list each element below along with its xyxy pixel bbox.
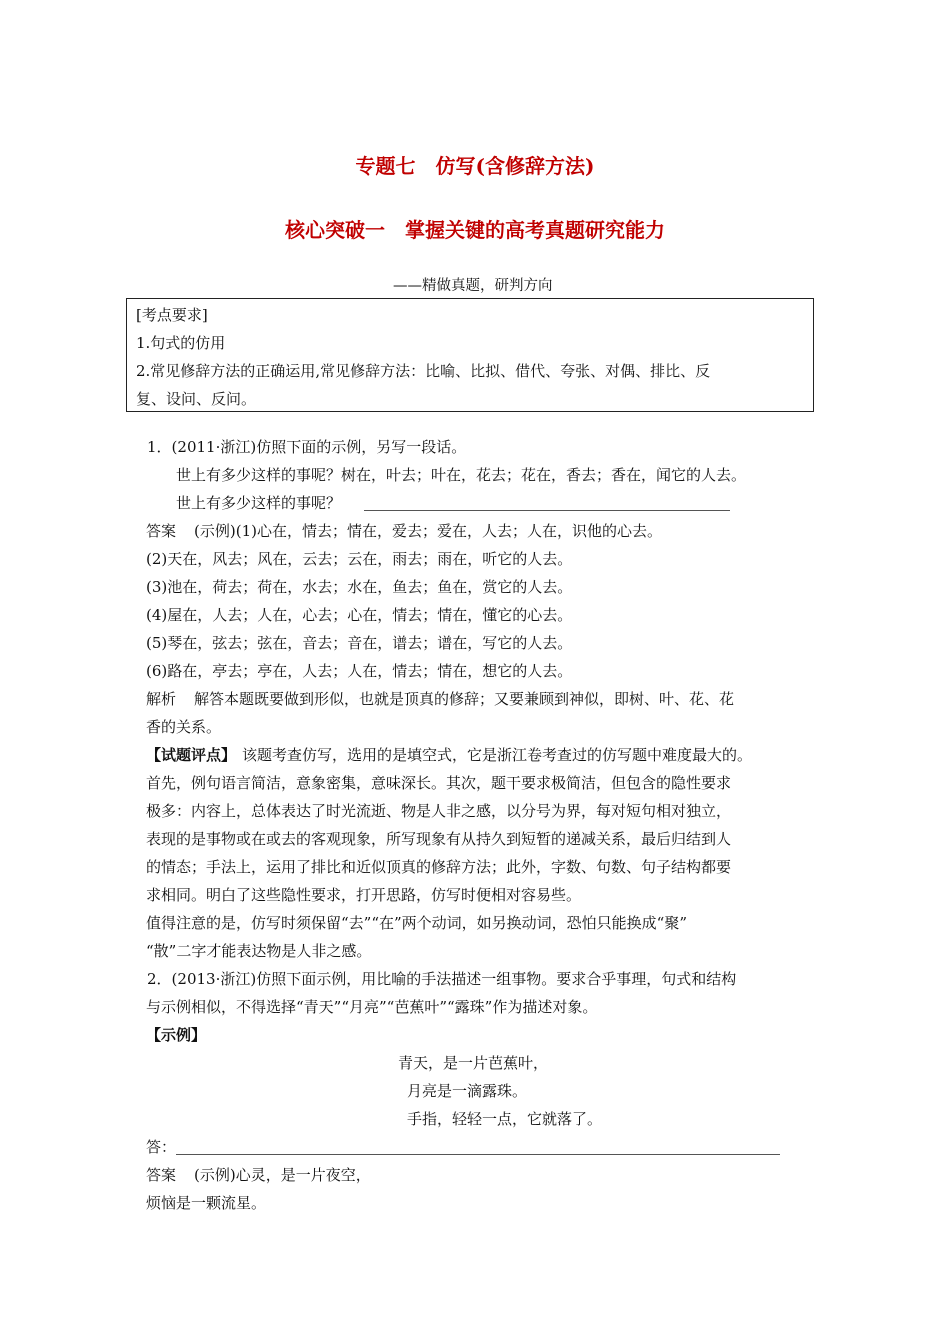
- answer-label: 答案: [146, 522, 177, 540]
- q2-poem-line: 手指，轻轻一点，它就落了。: [407, 1110, 603, 1128]
- tagline: ——精做真题，研判方向: [393, 278, 553, 294]
- q1-note-cont: “散”二字才能表达物是人非之感。: [146, 942, 372, 960]
- q1-answer-blank[interactable]: [364, 510, 730, 511]
- q2-answer: [146, 1164, 371, 1185]
- section-heading: 核心突破一 掌握关键的高考真题研究能力: [285, 218, 665, 242]
- q2-answer-prefix: 答：: [146, 1138, 177, 1156]
- q1-prompt: 1．(2011·浙江)仿照下面的示例，另写一段话。: [147, 438, 467, 456]
- q2-prompt-cont: 与示例相似，不得选择“青天”“月亮”“芭蕉叶”“露珠”作为描述对象。: [146, 998, 598, 1016]
- q1-answer-item: (6)路在，亭去；亭在，人去；人在，情去；情在，想它的人去。: [146, 662, 573, 680]
- q2-example-label: 【示例】: [146, 1026, 207, 1044]
- requirement-item-cont: 复、设问、反问。: [136, 390, 257, 408]
- answer-label: 答案: [146, 1166, 177, 1184]
- review-text: 该题考查仿写，选用的是填空式，它是浙江卷考查过的仿写题中难度最大的。: [242, 746, 753, 764]
- q1-review-line: 求相同。明白了这些隐性要求，打开思路，仿写时便相对容易些。: [146, 886, 582, 904]
- analysis-label: 解析: [146, 690, 177, 708]
- q1-analysis: [146, 688, 734, 709]
- q2-answer-blank[interactable]: [176, 1154, 780, 1155]
- q1-note: 值得注意的是，仿写时须保留“去”“在”两个动词，如另换动词，恐怕只能换成“聚”: [146, 914, 688, 932]
- q1-review-line: 的情态；手法上，运用了排比和近似顶真的修辞方法；此外，字数、句数、句子结构都要: [146, 858, 732, 876]
- q1-answer-item: (3)池在，荷去；荷在，水去；水在，鱼去；鱼在，赏它的人去。: [146, 578, 573, 596]
- requirement-item: 2.常见修辞方法的正确运用,常见修辞方法：比喻、比拟、借代、夸张、对偶、排比、反: [136, 362, 711, 380]
- q1-answer-item: (2)天在，风去；风在，云去；云在，雨去；雨在，听它的人去。: [146, 550, 573, 568]
- page-title: 专题七 仿写(含修辞方法): [355, 154, 595, 178]
- q1-blank-line: 世上有多少这样的事呢？: [176, 494, 342, 512]
- q1-answer-item: (4)屋在，人去；人在，心去；心在，情去；情在，懂它的心去。: [146, 606, 573, 624]
- q1-analysis-cont: 香的关系。: [146, 718, 222, 736]
- q1-answer-item: (5)琴在，弦去；弦在，音去；音在，谱去；谱在，写它的人去。: [146, 634, 573, 652]
- answer-text: (示例)(1)心在，情去；情在，爱去；爱在，人去；人在，识他的心去。: [194, 522, 662, 540]
- q1-review-line: 表现的是事物或在或去的客观现象，所写现象有从持久到短暂的递减关系，最后归结到人: [146, 830, 732, 848]
- answer-text: (示例)心灵，是一片夜空，: [194, 1166, 371, 1184]
- q1-review-line: 极多：内容上，总体表达了时光流逝、物是人非之感，以分号为界，每对短句相对独立，: [146, 802, 732, 820]
- q2-answer-cont: 烦恼是一颗流星。: [146, 1194, 267, 1212]
- q2-poem-line: 月亮是一滴露珠。: [407, 1082, 528, 1100]
- review-label: 【试题评点】: [146, 746, 237, 764]
- q2-poem-line: 青天，是一片芭蕉叶，: [398, 1054, 549, 1072]
- q2-prompt: 2．(2013·浙江)仿照下面示例，用比喻的手法描述一组事物。要求合乎事理，句式和结构: [147, 970, 737, 988]
- analysis-text: 解答本题既要做到形似，也就是顶真的修辞；又要兼顾到神似，即树、叶、花、花: [194, 690, 735, 708]
- q1-review: [146, 744, 752, 765]
- q1-review-line: 首先，例句语言简洁，意象密集，意味深长。其次，题干要求极简洁，但包含的隐性要求: [146, 774, 732, 792]
- requirements-box: [126, 298, 814, 412]
- requirements-heading: [考点要求]: [136, 306, 208, 324]
- requirement-item: 1.句式的仿用: [136, 334, 226, 352]
- q1-answer: [146, 520, 662, 541]
- q1-example: 世上有多少这样的事呢？树在，叶去；叶在，花去；花在，香去；香在，闻它的人去。: [176, 466, 747, 484]
